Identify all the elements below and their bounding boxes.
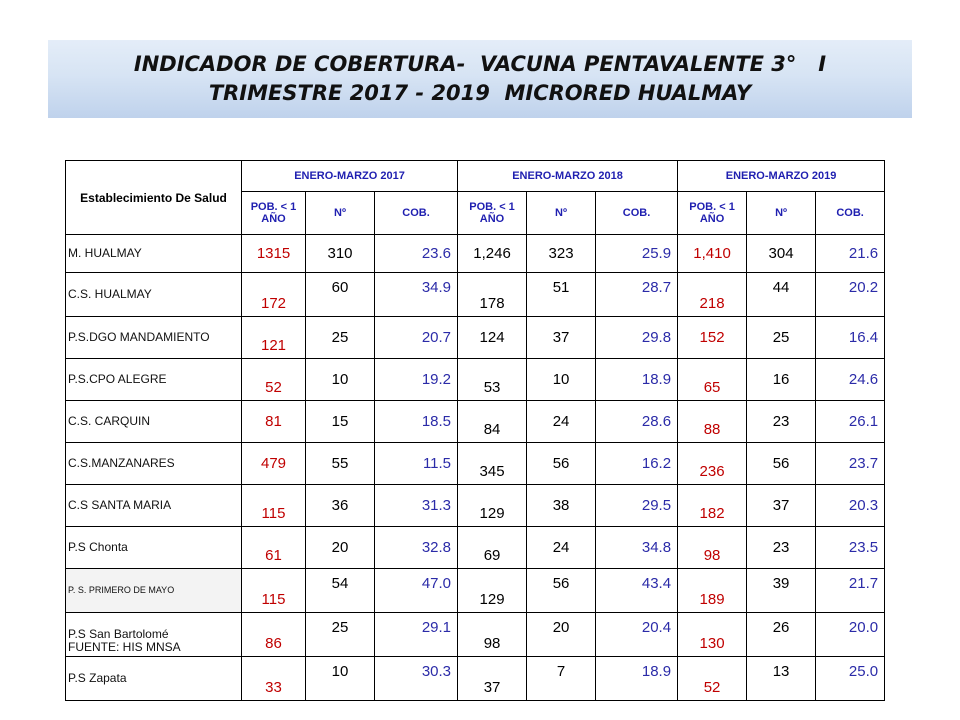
cob-2017: 32.8 — [375, 527, 458, 569]
n-2017: 60 — [306, 273, 375, 317]
pob-2019: 152 — [678, 317, 747, 359]
establishment-header: Establecimiento De Salud — [66, 161, 242, 235]
pob-header: POB. < 1 AÑO — [242, 192, 306, 235]
pob-2017: 121 — [242, 317, 306, 359]
n-2018: 20 — [527, 613, 596, 657]
cob-2017: 34.9 — [375, 273, 458, 317]
source-note: FUENTE: HIS MNSA — [65, 632, 765, 662]
pob-2018: 129 — [458, 485, 527, 527]
pob-2017: 115 — [242, 485, 306, 527]
pob-2019: 189 — [678, 569, 747, 613]
n-2018: 56 — [527, 569, 596, 613]
cob-2017: 11.5 — [375, 443, 458, 485]
table-row — [66, 657, 885, 701]
n-2017: 310 — [306, 235, 375, 273]
pob-header: POB. < 1 AÑO — [678, 192, 747, 235]
period-header-2019: ENERO-MARZO 2019 — [678, 161, 885, 192]
n-2019: 56 — [747, 443, 816, 485]
cob-2018: 29.5 — [596, 485, 678, 527]
n-2019: 13 — [747, 657, 816, 701]
pob-2017: 86 — [242, 613, 306, 657]
n-2019: 26 — [747, 613, 816, 657]
cob-2018: 20.4 — [596, 613, 678, 657]
cob-2018: 29.8 — [596, 317, 678, 359]
n-2017: 54 — [306, 569, 375, 613]
n-2019: 23 — [747, 401, 816, 443]
establishment-name: P.S Zapata — [66, 657, 242, 701]
cob-2018: 18.9 — [596, 657, 678, 701]
pob-2018: 98 — [458, 613, 527, 657]
coverage-table — [65, 160, 885, 701]
cob-2017: 23.6 — [375, 235, 458, 273]
pob-2017: 61 — [242, 527, 306, 569]
n-2019: 16 — [747, 359, 816, 401]
pob-2018: 178 — [458, 273, 527, 317]
cob-2018: 18.9 — [596, 359, 678, 401]
table-row — [66, 401, 885, 443]
pob-2018: 69 — [458, 527, 527, 569]
establishment-name: C.S. CARQUIN — [66, 401, 242, 443]
n-2017: 20 — [306, 527, 375, 569]
cob-2017: 19.2 — [375, 359, 458, 401]
cob-2019: 20.0 — [816, 613, 885, 657]
cob-2019: 26.1 — [816, 401, 885, 443]
pob-2019: 236 — [678, 443, 747, 485]
pob-2019: 182 — [678, 485, 747, 527]
cob-header: COB. — [596, 192, 678, 235]
cob-header: COB. — [816, 192, 885, 235]
table-row — [66, 527, 885, 569]
n-2017: 10 — [306, 657, 375, 701]
period-header-2018: ENERO-MARZO 2018 — [458, 161, 678, 192]
pob-2018: 37 — [458, 657, 527, 701]
pob-2018: 124 — [458, 317, 527, 359]
n-2017: 25 — [306, 317, 375, 359]
cob-2017: 18.5 — [375, 401, 458, 443]
pob-2018: 129 — [458, 569, 527, 613]
title-line-2: TRIMESTRE 2017 - 2019 MICRORED HUALMAY — [208, 81, 752, 105]
pob-2017: 1315 — [242, 235, 306, 273]
n-2019: 304 — [747, 235, 816, 273]
establishment-name: P. S. PRIMERO DE MAYO — [66, 569, 242, 613]
establishment-name: C.S. HUALMAY — [66, 273, 242, 317]
cob-2018: 28.6 — [596, 401, 678, 443]
pob-2019: 130 — [678, 613, 747, 657]
cob-2017: 31.3 — [375, 485, 458, 527]
pob-2019: 98 — [678, 527, 747, 569]
pob-2017: 479 — [242, 443, 306, 485]
pob-2017: 115 — [242, 569, 306, 613]
n-2018: 38 — [527, 485, 596, 527]
cob-2017: 47.0 — [375, 569, 458, 613]
cob-header: COB. — [375, 192, 458, 235]
table-row — [66, 273, 885, 317]
n-2019: 44 — [747, 273, 816, 317]
pob-2019: 65 — [678, 359, 747, 401]
n-2019: 39 — [747, 569, 816, 613]
n-2018: 7 — [527, 657, 596, 701]
title-banner — [48, 40, 912, 118]
cob-2018: 16.2 — [596, 443, 678, 485]
pob-2018: 1,246 — [458, 235, 527, 273]
establishment-name: P.S Chonta — [66, 527, 242, 569]
establishment-name: P.S.CPO ALEGRE — [66, 359, 242, 401]
n-header: Nº — [527, 192, 596, 235]
n-2018: 56 — [527, 443, 596, 485]
cob-2019: 21.7 — [816, 569, 885, 613]
cob-2018: 28.7 — [596, 273, 678, 317]
cob-2019: 25.0 — [816, 657, 885, 701]
n-2017: 25 — [306, 613, 375, 657]
cob-2018: 25.9 — [596, 235, 678, 273]
cob-2018: 34.8 — [596, 527, 678, 569]
establishment-name: P.S San Bartolomé — [66, 613, 242, 657]
pob-2019: 52 — [678, 657, 747, 701]
pob-2017: 81 — [242, 401, 306, 443]
cob-2017: 30.3 — [375, 657, 458, 701]
table-row — [66, 317, 885, 359]
table-row — [66, 359, 885, 401]
n-2019: 25 — [747, 317, 816, 359]
pob-2018: 84 — [458, 401, 527, 443]
n-2018: 323 — [527, 235, 596, 273]
n-2017: 55 — [306, 443, 375, 485]
n-header: Nº — [747, 192, 816, 235]
establishment-name: P.S.DGO MANDAMIENTO — [66, 317, 242, 359]
table-row — [66, 569, 885, 613]
pob-2019: 218 — [678, 273, 747, 317]
n-2019: 37 — [747, 485, 816, 527]
cob-2017: 20.7 — [375, 317, 458, 359]
cob-2018: 43.4 — [596, 569, 678, 613]
pob-2017: 172 — [242, 273, 306, 317]
cob-2019: 23.7 — [816, 443, 885, 485]
n-2018: 24 — [527, 527, 596, 569]
n-2018: 10 — [527, 359, 596, 401]
establishment-name: C.S.MANZANARES — [66, 443, 242, 485]
pob-2017: 52 — [242, 359, 306, 401]
table-row — [66, 485, 885, 527]
n-2018: 51 — [527, 273, 596, 317]
title-line-1: INDICADOR DE COBERTURA- VACUNA PENTAVALENTE 3° I — [133, 52, 827, 76]
n-2017: 15 — [306, 401, 375, 443]
table-row — [66, 443, 885, 485]
establishment-name: M. HUALMAY — [66, 235, 242, 273]
table-row — [66, 235, 885, 273]
n-2019: 23 — [747, 527, 816, 569]
cob-2019: 23.5 — [816, 527, 885, 569]
cob-2019: 16.4 — [816, 317, 885, 359]
period-header-2017: ENERO-MARZO 2017 — [242, 161, 458, 192]
cob-2019: 20.3 — [816, 485, 885, 527]
n-2017: 36 — [306, 485, 375, 527]
n-2018: 24 — [527, 401, 596, 443]
n-2017: 10 — [306, 359, 375, 401]
pob-2019: 1,410 — [678, 235, 747, 273]
n-header: Nº — [306, 192, 375, 235]
pob-2018: 53 — [458, 359, 527, 401]
cob-2019: 24.6 — [816, 359, 885, 401]
pob-2019: 88 — [678, 401, 747, 443]
n-2018: 37 — [527, 317, 596, 359]
cob-2017: 29.1 — [375, 613, 458, 657]
cob-2019: 20.2 — [816, 273, 885, 317]
pob-header: POB. < 1 AÑO — [458, 192, 527, 235]
establishment-name: C.S SANTA MARIA — [66, 485, 242, 527]
pob-2017: 33 — [242, 657, 306, 701]
pob-2018: 345 — [458, 443, 527, 485]
cob-2019: 21.6 — [816, 235, 885, 273]
